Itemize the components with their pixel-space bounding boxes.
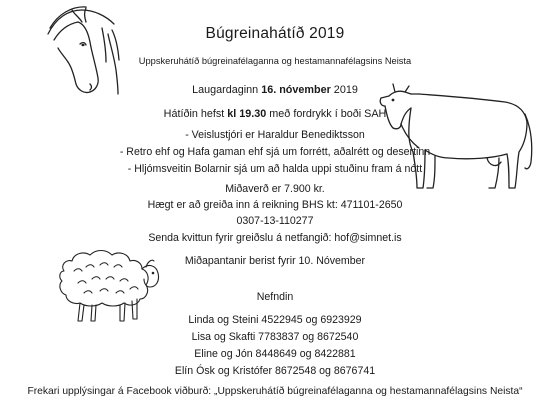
- program-item: - Hljómsveitin Bolarnir sjá um að halda uppi stuðinu fram á nótt: [127, 163, 423, 175]
- horse-head-illustration: [38, 4, 120, 96]
- committee-heading: Nefndin: [256, 291, 294, 303]
- event-start-time: [0, 109, 550, 120]
- account-number: 0307-13-110277: [236, 215, 314, 227]
- event-title: Búgreinahátíð 2019: [205, 25, 345, 42]
- event-date-prefix: Laugardaginn: [192, 84, 262, 96]
- program-item: - Veislustjóri er Haraldur Benediktsson: [185, 129, 365, 141]
- committee-member: Elín Ósk og Kristófer 8672548 og 8676741: [174, 365, 376, 377]
- event-date-day: 16. nóvember: [261, 84, 331, 96]
- facebook-info: Frekari upplýsingar á Facebook viðburð: „Uppskeruhátíð búgreinafélaganna og hestamannafélagsins Neista“: [27, 386, 523, 397]
- event-start-time-bold: kl 19.30: [227, 108, 267, 120]
- ticket-price: Miðaverð er 7.900 kr.: [225, 183, 325, 195]
- event-date-year: 2019: [330, 84, 358, 96]
- committee-member: Lisa og Skafti 7783837 og 8672540: [191, 331, 359, 343]
- committee-member: Eline og Jón 8448649 og 8422881: [194, 348, 356, 360]
- committee-member: Linda og Steini 4522945 og 6923929: [188, 314, 362, 326]
- event-subtitle: Uppskeruhátíð búgreinafélaganna og hestamannafélagsins Neista: [138, 56, 412, 66]
- event-start-suffix: með fordrykk í boði SAH: [266, 108, 387, 120]
- event-start-prefix: Hátíðin hefst: [163, 108, 228, 120]
- program-item: - Retro ehf og Hafa gaman ehf sjá um forrétt, aðalrétt og desertinn: [119, 146, 431, 158]
- receipt-email: Senda kvittun fyrir greiðslu á netfangið: hof@simnet.is: [148, 232, 402, 244]
- payment-info: Hægt er að greiða inn á reikning BHS kt: 471101-2650: [147, 199, 403, 211]
- order-deadline: Miðapantanir berist fyrir 10. Nóvember: [184, 255, 366, 267]
- event-date: [0, 85, 550, 96]
